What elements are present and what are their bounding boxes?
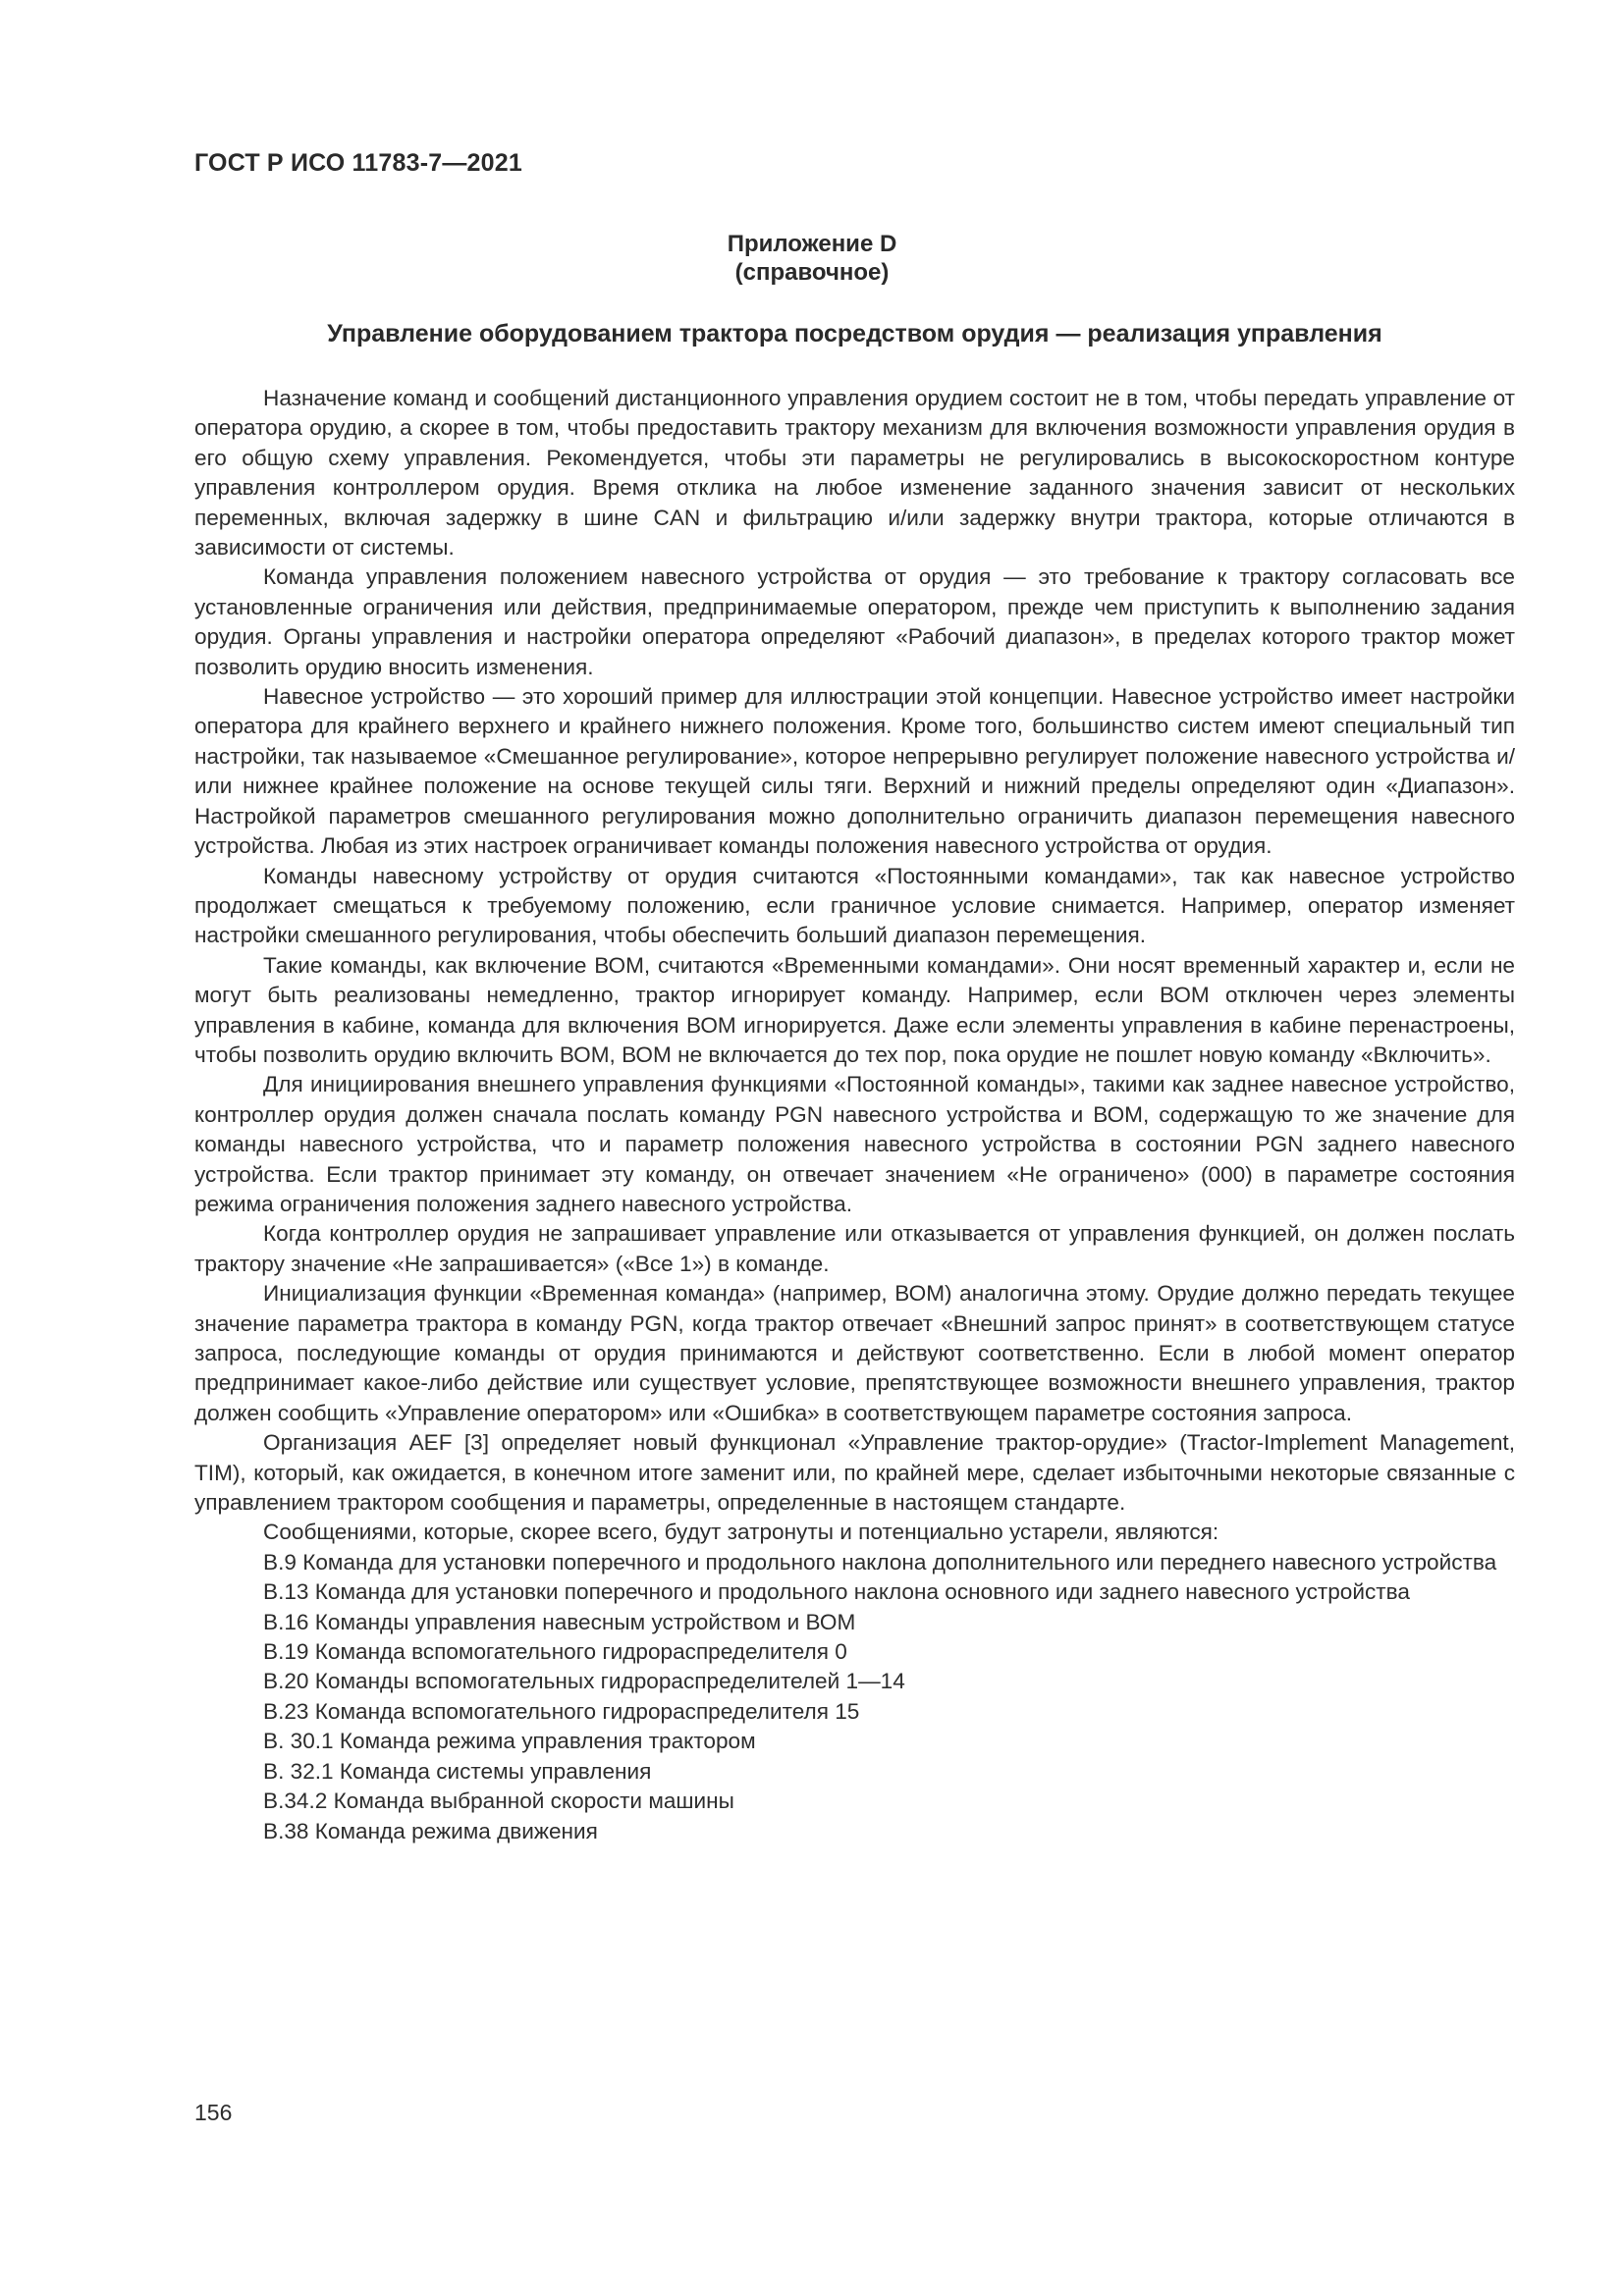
paragraph: Когда контроллер орудия не запрашивает управление или отказывается от управления функцией, он должен послать трактору значение «Не запрашивается» («Все 1») в команде. — [194, 1221, 1515, 1276]
paragraph: Назначение команд и сообщений дистанционного управления орудием состоит не в том, чтобы передать управление от оператора орудию, а скорее в том, чтобы предоставить трактору механизм для включения возможности управления орудия в его общую схему управления. Рекомендуется, чтобы эти параметры не регулировались в высокоскоростном контуре управления контроллером орудия. Время отклика на любое изменение заданного значения зависит от нескольких переменных, включая задержку в шине CAN и фильтрацию и/или задержку внутри трактора, которые отличаются в зависимости от системы. — [194, 386, 1515, 561]
appendix-type: (справочное) — [734, 259, 890, 286]
list-item: B.38 Команда режима движения — [263, 1818, 598, 1843]
paragraph: Такие команды, как включение ВОМ, считаются «Временными командами». Они носят временный характер и, если не могут быть реализованы немедленно, трактор игнорирует команду. Например, если ВОМ отключен через элементы управления в кабине, команда для включения ВОМ игнорируется. Даже если элементы управления в кабине перенастроены, чтобы позволить орудию включить ВОМ, ВОМ не включается до тех пор, пока орудие не пошлет новую команду «Включить». — [194, 952, 1515, 1067]
paragraph: Инициализация функции «Временная команда» (например, ВОМ) аналогична этому. Орудие должно передать текущее значение параметра трактора в команду PGN, когда трактор отвечает «Внешний запрос принят» в соответствующем статусе запроса, последующие команды от орудия принимаются и действуют соответственно. Если в любой момент оператор предпринимает какое-либо действие или существует условие, препятствующее возможности внешнего управления, трактор должен сообщить «Управление оператором» или «Ошибка» в соответствующем параметре состояния запроса. — [194, 1281, 1515, 1425]
list-item: B.9 Команда для установки поперечного и продольного наклона дополнительного или переднего навесного устройства — [263, 1549, 1497, 1575]
list-item: B.13 Команда для установки поперечного и продольного наклона основного иди заднего навесного устройства — [263, 1579, 1410, 1605]
standard-code-header: ГОСТ Р ИСО 11783-7—2021 — [194, 149, 522, 177]
section-title: Управление оборудованием трактора посредством орудия — реализация управления — [327, 320, 1382, 347]
paragraph: Навесное устройство — это хороший пример для иллюстрации этой концепции. Навесное устройство имеет настройки оператора для крайнего верхнего и крайнего нижнего положения. Кроме того, большинство систем имеют специальный тип настройки, так называемое «Смешанное регулирование», которое непрерывно регулирует положение навесного устройства и/или нижнее крайнее положение на основе текущей силы тяги. Верхний и нижний пределы определяют один «Диапазон». Настройкой параметров смешанного регулирования можно дополнительно ограничить диапазон перемещения навесного устройства. Любая из этих настроек ограничивает команды положения навесного устройства от орудия. — [194, 684, 1515, 859]
appendix-title: Приложение D — [727, 231, 897, 257]
paragraph: Команда управления положением навесного устройства от орудия — это требование к трактору согласовать все установленные ограничения или действия, предпринимаемые оператором, прежде чем приступить к выполнению задания орудия. Органы управления и настройки оператора определяют «Рабочий диапазон», в пределах которого трактор может позволить орудию вносить изменения. — [194, 564, 1515, 679]
paragraph: Сообщениями, которые, скорее всего, будут затронуты и потенциально устарели, являются: — [263, 1520, 1219, 1545]
body-text — [194, 384, 1515, 1846]
list-item: B.19 Команда вспомогательного гидрораспределителя 0 — [263, 1639, 847, 1665]
list-item: B. 30.1 Команда режима управления трактором — [263, 1729, 756, 1754]
list-item: B.34.2 Команда выбранной скорости машины — [263, 1789, 734, 1814]
list-item: B. 32.1 Команда системы управления — [263, 1758, 652, 1784]
list-item: B.16 Команды управления навесным устройством и ВОМ — [263, 1609, 856, 1634]
paragraph: Для инициирования внешнего управления функциями «Постоянной команды», такими как заднее навесное устройство, контроллер орудия должен сначала послать команду PGN навесного устройства и ВОМ, содержащую то же значение для команды навесного устройства, что и параметр положения навесного устройства в состоянии PGN заднего навесного устройства. Если трактор принимает эту команду, он отвечает значением «Не ограничено» (000) в параметре состояния режима ограничения положения заднего навесного устройства. — [194, 1072, 1515, 1216]
list-item: B.23 Команда вспомогательного гидрораспределителя 15 — [263, 1698, 860, 1724]
list-item: B.20 Команды вспомогательных гидрораспределителей 1—14 — [263, 1669, 905, 1694]
paragraph: Организация AEF [3] определяет новый функционал «Управление трактор-орудие» (Tractor-Implement Management, TIM), который, как ожидается, в конечном итоге заменит или, по крайней мере, сделает избыточными некоторые связанные с управлением трактором сообщения и параметры, определенные в настоящем стандарте. — [194, 1430, 1515, 1516]
page-number: 156 — [194, 2100, 233, 2125]
paragraph: Команды навесному устройству от орудия считаются «Постоянными командами», так как навесное устройство продолжает смещаться к требуемому положению, если граничное условие снимается. Например, оператор изменяет настройки смешанного регулирования, чтобы обеспечить больший диапазон перемещения. — [194, 863, 1515, 948]
